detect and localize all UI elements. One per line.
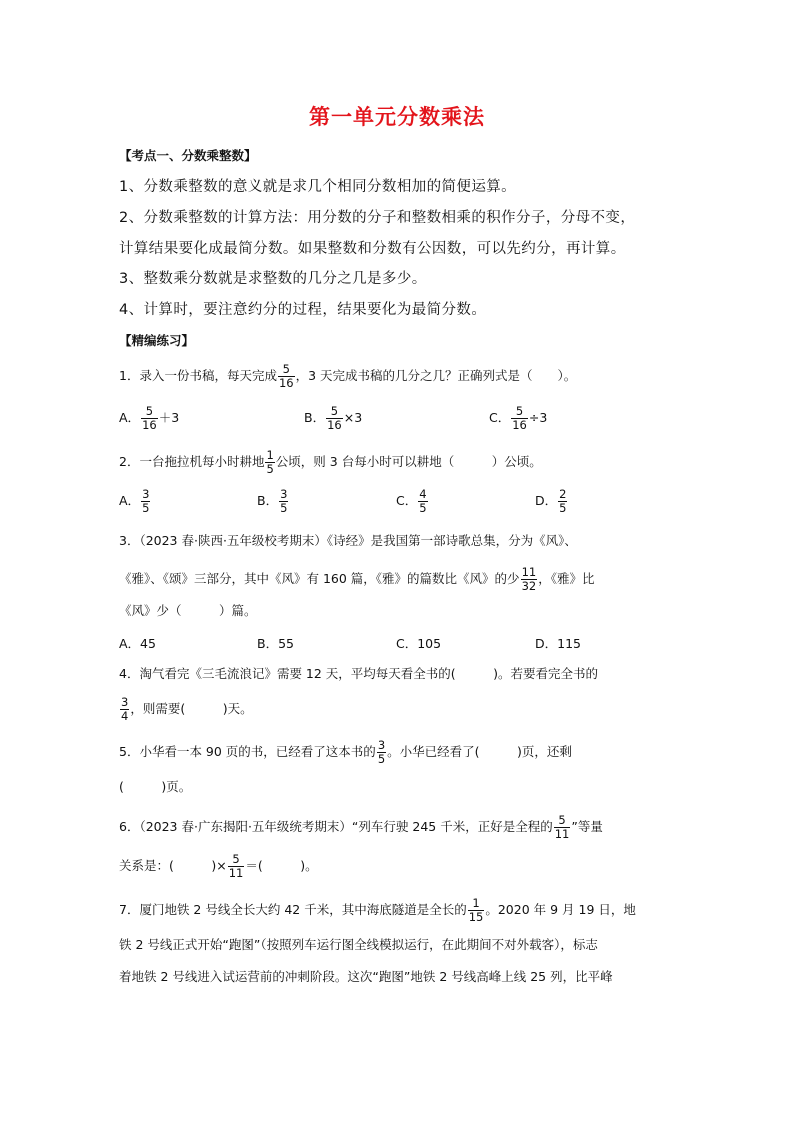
question-7-line-1 bbox=[119, 897, 679, 924]
page-title: 第一单元分数乘法 bbox=[309, 105, 485, 129]
question-6-relation: 关系是：( )× bbox=[119, 858, 227, 873]
fraction: $\frac{1}{15}$ bbox=[468, 896, 484, 924]
q1-option-a[interactable]: A． $\frac{5}{16}$ ＋3 bbox=[119, 404, 180, 432]
fraction: $\frac{5}{11}$ bbox=[554, 813, 570, 841]
question-3-text: 《雅》、《颂》三部分，其中《风》有 160 篇，《雅》的篇数比《风》的少 bbox=[119, 571, 520, 586]
q2-option-c[interactable]: C． $\frac{4}{5}$ bbox=[396, 487, 427, 515]
fraction: $\frac{3}{4}$ bbox=[121, 695, 129, 723]
q1-option-b[interactable]: B． $\frac{5}{16}$ ×3 bbox=[304, 404, 363, 432]
q2-option-d[interactable]: D． $\frac{2}{5}$ bbox=[535, 487, 567, 515]
question-7-text: 7．厦门地铁 2 号线全长大约 42 千米，其中海底隧道是全长的 bbox=[119, 902, 467, 917]
section-header-practice: 【精编练习】 bbox=[119, 333, 195, 348]
question-1-text-end: ，3 天完成书稿的几分之几？正确列式是（ ）。 bbox=[295, 368, 577, 383]
question-4-line-1: 4．淘气看完《三毛流浪记》需要 12 天，平均每天看全书的( )。若要看完全书的 bbox=[119, 666, 599, 681]
question-5-line-2: ( )页。 bbox=[119, 779, 192, 794]
knowledge-point-2-cont: 计算结果要化成最简分数。如果整数和分数有公因数，可以先约分，再计算。 bbox=[119, 241, 626, 257]
fraction: $\frac{1}{5}$ bbox=[266, 448, 274, 476]
knowledge-point-1: 1、分数乘整数的意义就是求几个相同分数相加的简便运算。 bbox=[119, 179, 517, 195]
question-3-line-1: 3．（2023 春·陕西·五年级校考期末）《诗经》是我国第一部诗歌总集，分为《风》、 bbox=[119, 533, 577, 548]
q2-option-a[interactable]: A． $\frac{3}{5}$ bbox=[119, 487, 150, 515]
question-5-text-end: 。小华已经看了( )页，还剩 bbox=[387, 744, 572, 759]
question-2-text-end: 公顷，则 3 台每小时可以耕地（ ）公顷。 bbox=[275, 454, 542, 469]
question-2-text: 2．一台拖拉机每小时耕地 bbox=[119, 454, 265, 469]
q1-option-c[interactable]: C． $\frac{5}{16}$ ÷3 bbox=[489, 404, 548, 432]
question-3-line-3: 《风》少（ ）篇。 bbox=[119, 603, 257, 618]
knowledge-point-2: 2、分数乘整数的计算方法：用分数的分子和整数相乘的积作分子，分母不变， bbox=[119, 210, 636, 226]
q2-option-b[interactable]: B． $\frac{3}{5}$ bbox=[257, 487, 288, 515]
question-1-text: 1．录入一份书稿，每天完成 bbox=[119, 368, 277, 383]
question-2 bbox=[119, 449, 679, 476]
section-header-knowledge: 【考点一、分数乘整数】 bbox=[119, 148, 257, 163]
question-1 bbox=[119, 363, 679, 390]
question-6-line-2 bbox=[119, 853, 679, 880]
question-6-text-end: ”等量 bbox=[571, 819, 603, 834]
fraction: $\frac{5}{11}$ bbox=[228, 852, 244, 880]
question-3-text-end: ，《雅》比 bbox=[538, 571, 595, 586]
q3-option-b[interactable]: B．55 bbox=[257, 636, 294, 651]
question-6-line-1 bbox=[119, 814, 679, 841]
knowledge-point-4: 4、计算时，要注意约分的过程，结果要化为最简分数。 bbox=[119, 302, 487, 318]
question-5-text: 5．小华看一本 90 页的书，已经看了这本书的 bbox=[119, 744, 376, 759]
q3-option-d[interactable]: D．115 bbox=[535, 636, 581, 651]
q3-option-c[interactable]: C．105 bbox=[396, 636, 442, 651]
question-7-text-end: 。2020 年 9 月 19 日，地 bbox=[485, 902, 636, 917]
fraction: $\frac{3}{5}$ bbox=[377, 738, 386, 766]
question-5-line-1 bbox=[119, 739, 679, 766]
question-6-text: 6．（2023 春·广东揭阳·五年级统考期末）“列车行驶 245 千米，正好是全程的 bbox=[119, 819, 553, 834]
question-3-line-2 bbox=[119, 566, 679, 593]
question-7-line-3: 着地铁 2 号线进入试运营前的冲刺阶段。这次“跑图”地铁 2 号线高峰上线 25 列，比平峰 bbox=[119, 969, 613, 984]
question-4-text-end: ，则需要( )天。 bbox=[130, 701, 253, 716]
knowledge-point-3: 3、整数乘分数就是求整数的几分之几是多少。 bbox=[119, 271, 427, 287]
q3-option-a[interactable]: A．45 bbox=[119, 636, 156, 651]
fraction: $\frac{5}{16}$ bbox=[278, 362, 294, 390]
question-4-line-2 bbox=[119, 696, 679, 723]
question-6-relation-end: ＝( )。 bbox=[245, 858, 318, 873]
question-7-line-2: 铁 2 号线正式开始“跑图”（按照列车运行图全线模拟运行，在此期间不对外载客），标志 bbox=[119, 937, 598, 952]
fraction: $\frac{11}{32}$ bbox=[521, 565, 537, 593]
